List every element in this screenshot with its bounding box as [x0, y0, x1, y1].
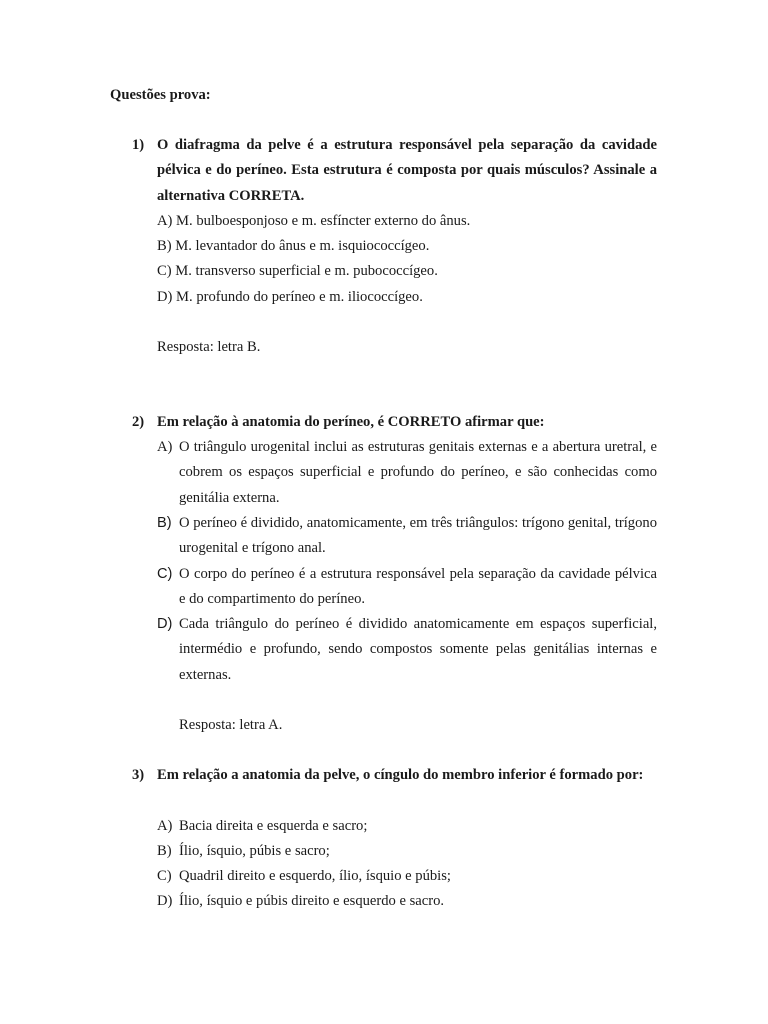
option-text: Cada triângulo do períneo é dividido anatomicamente em espaços superficial, intermédio e profundo, sendo compostos somente pelas genitálias internas e externas. — [179, 616, 657, 683]
question-text: Em relação à anatomia do períneo, é CORRETO afirmar que: — [157, 414, 545, 430]
option-letter: B) — [157, 515, 172, 531]
option-text: O corpo do períneo é a estrutura responsável pela separação da cavidade pélvica e do compartimento do períneo. — [179, 566, 657, 608]
answer-text: Resposta: letra B. — [157, 339, 261, 355]
option-letter: B) — [157, 843, 172, 859]
option-letter: A) — [157, 818, 173, 834]
option-b — [157, 839, 657, 864]
option-c: C) M. transverso superficial e m. pubococcígeo. — [157, 263, 438, 279]
option-text: Ílio, ísquio, púbis e sacro; — [179, 843, 330, 859]
option-d — [157, 889, 657, 914]
option-letter: C) — [157, 868, 172, 884]
option-c — [157, 864, 657, 889]
option-text: O triângulo urogenital inclui as estruturas genitais externas e a abertura uretral, e cobrem os espaços superficial e profundo do períneo, e são conhecidas como genitália externa. — [179, 439, 657, 506]
option-text: Ílio, ísquio e púbis direito e esquerdo e sacro. — [179, 893, 445, 909]
question-number: 2) — [132, 414, 145, 430]
option-c — [157, 562, 657, 613]
page-title: Questões prova: — [110, 87, 211, 103]
answer-text: Resposta: letra A. — [179, 717, 283, 733]
option-a — [157, 814, 657, 839]
option-d — [157, 612, 657, 688]
question-number: 3) — [132, 767, 145, 783]
option-b — [157, 511, 657, 562]
option-a — [157, 435, 657, 511]
option-text: O períneo é dividido, anatomicamente, em três triângulos: trígono genital, trígono urogenital e trígono anal. — [179, 515, 657, 557]
question-number: 1) — [132, 137, 145, 153]
option-letter: D) — [157, 893, 173, 909]
option-d: D) M. profundo do períneo e m. iliococcígeo. — [157, 289, 423, 305]
option-letter: A) — [157, 439, 173, 455]
option-a: A) M. bulboesponjoso e m. esfíncter externo do ânus. — [157, 213, 471, 229]
option-letter: D) — [157, 616, 173, 632]
question-text: O diafragma da pelve é a estrutura responsável pela separação da cavidade pélvica e do períneo. Esta estrutura é composta por quais músculos? Assinale a alternativa CORRETA. — [157, 137, 657, 204]
option-text: Quadril direito e esquerdo, ílio, ísquio e púbis; — [179, 868, 451, 884]
option-b: B) M. levantador do ânus e m. isquiococcígeo. — [157, 238, 430, 254]
question-text: Em relação a anatomia da pelve, o cíngulo do membro inferior é formado por: — [157, 767, 644, 783]
option-letter: C) — [157, 566, 173, 582]
option-text: Bacia direita e esquerda e sacro; — [179, 818, 368, 834]
